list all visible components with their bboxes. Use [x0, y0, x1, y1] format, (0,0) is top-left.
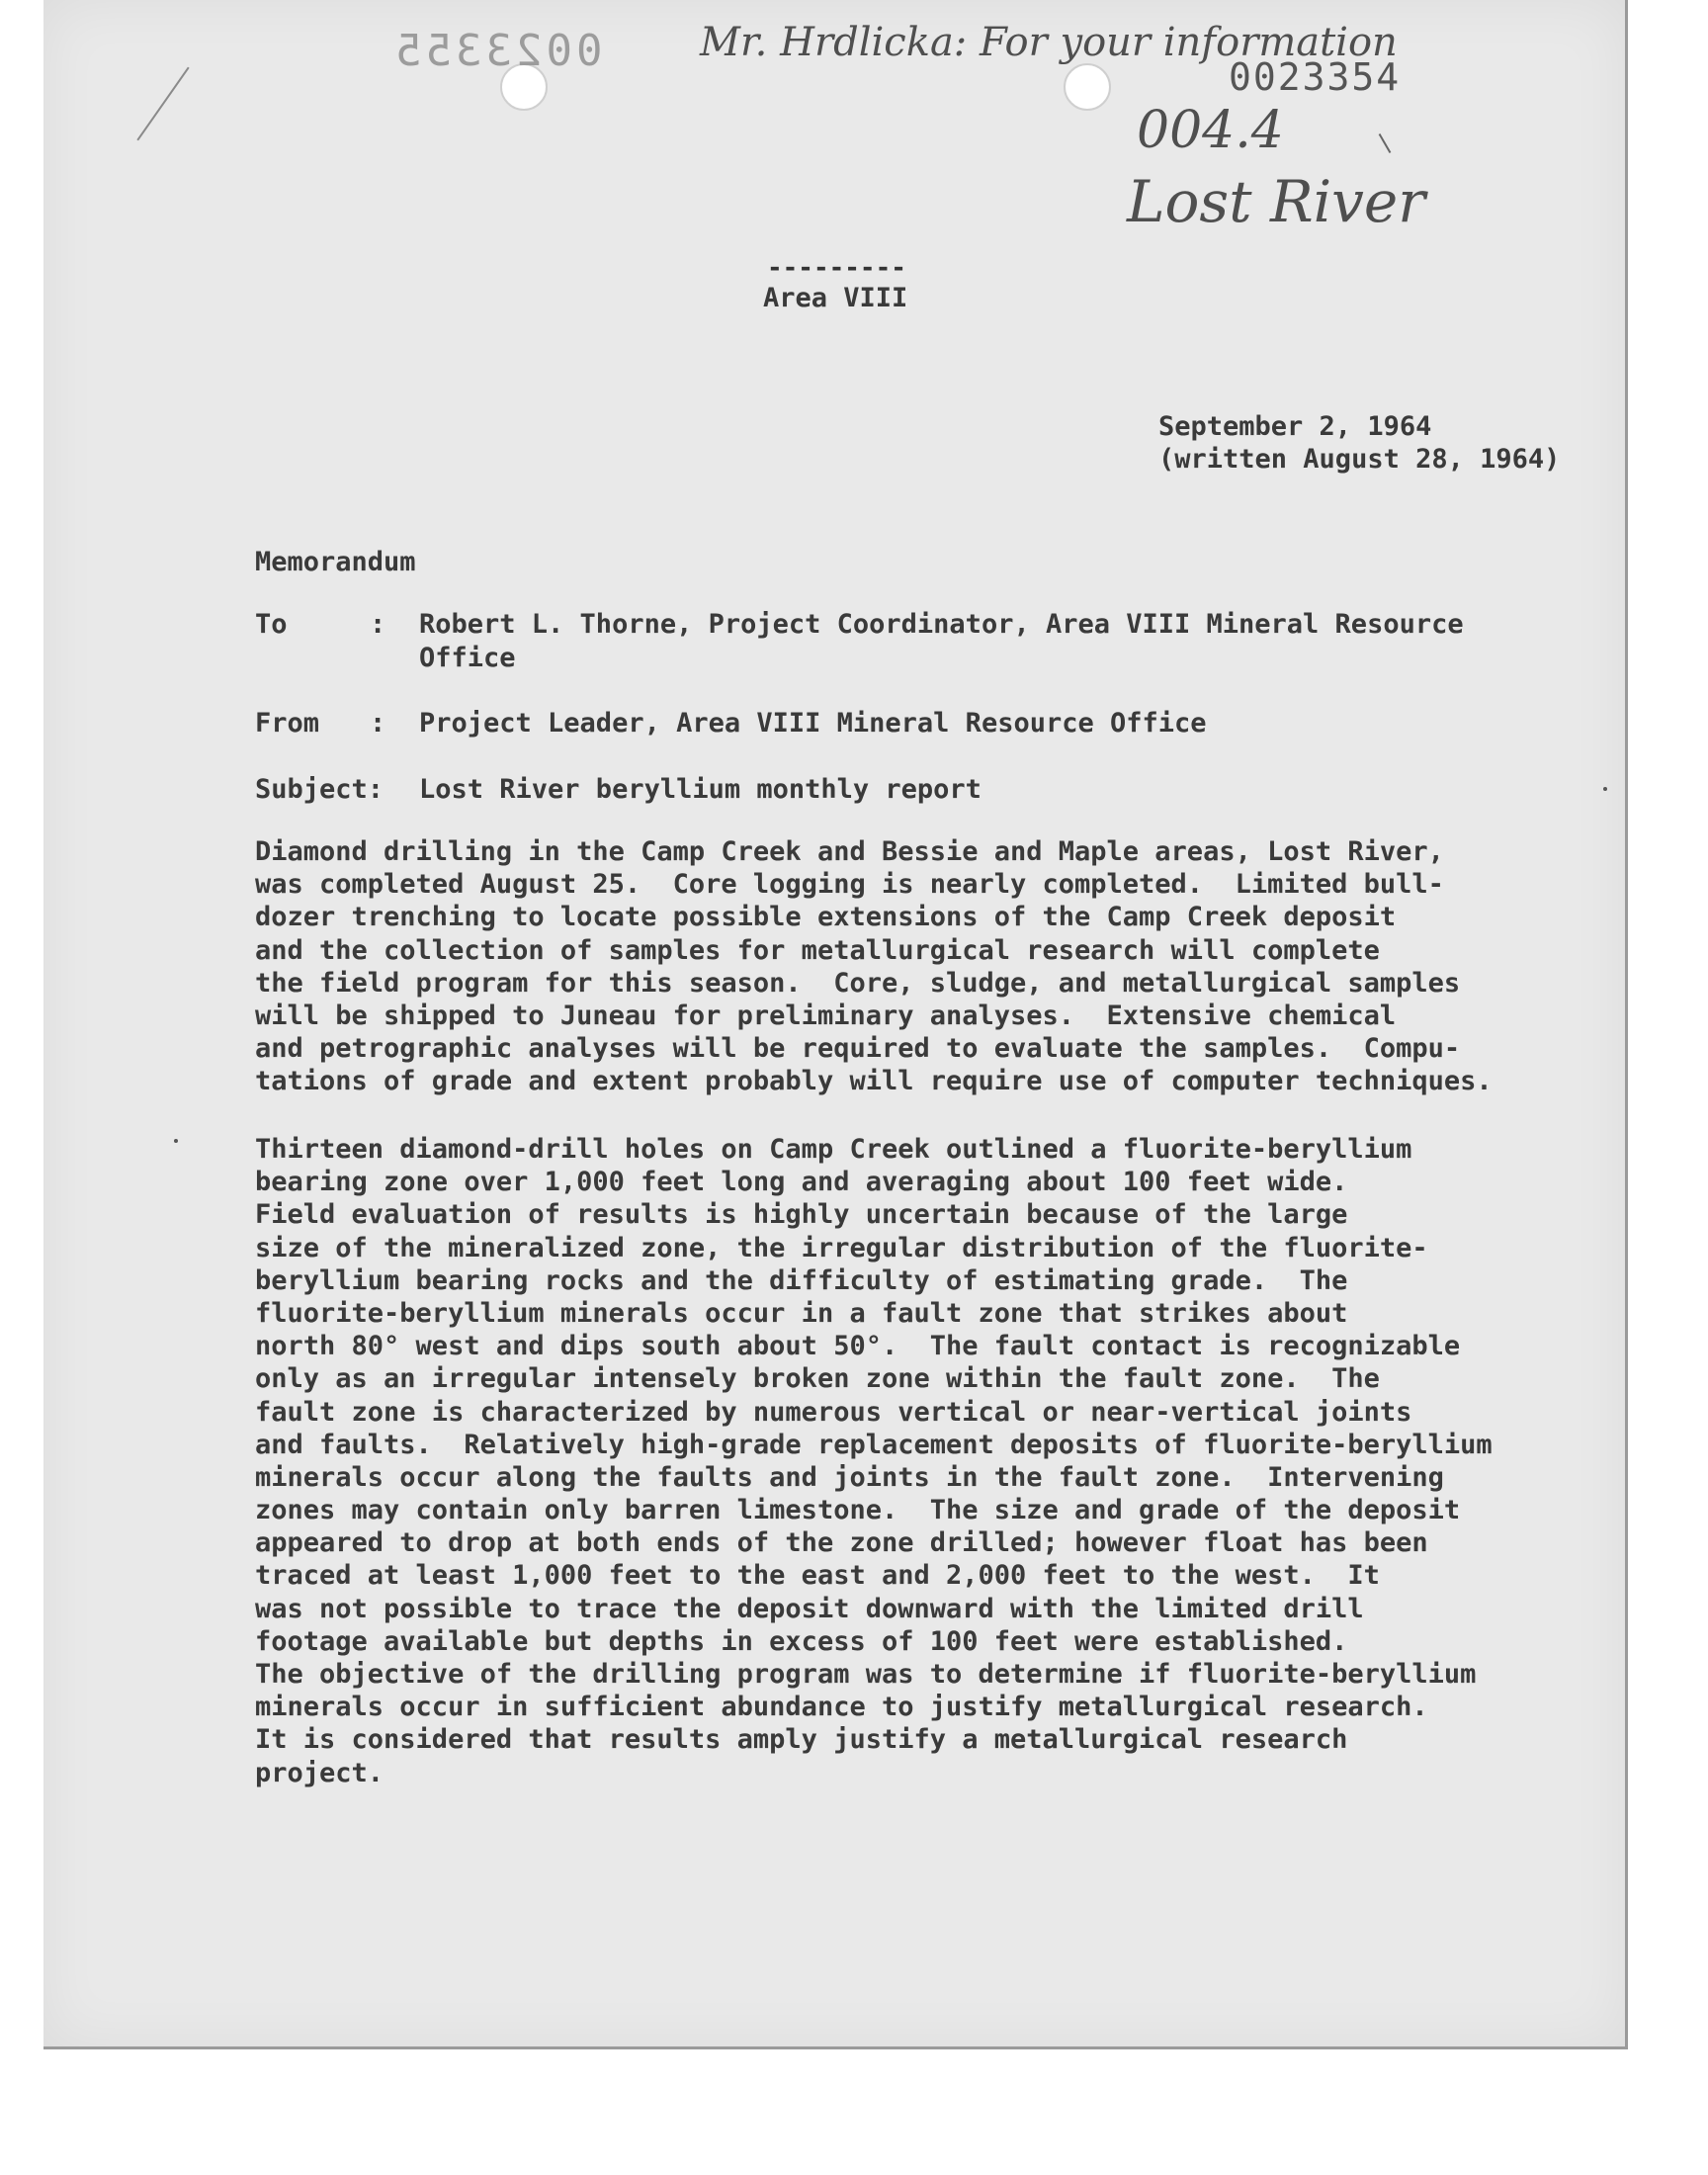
paragraph-line: north 80° west and dips south about 50°. The fault contact is recognizable	[255, 1331, 1461, 1362]
paragraph-line: minerals occur in sufficient abundance to justify metallurgical research.	[255, 1692, 1428, 1723]
paragraph-line: zones may contain only barren limestone. The size and grade of the deposit	[255, 1495, 1461, 1526]
to-value: Robert L. Thorne, Project Coordinator, Area VIII Mineral Resource	[419, 609, 1464, 640]
from-label: From	[255, 708, 320, 739]
paragraph-line: was not possible to trace the deposit downward with the limited drill	[255, 1593, 1364, 1624]
handwritten-note: Mr. Hrdlicka: For your information	[700, 20, 1398, 65]
from-value: Project Leader, Area VIII Mineral Resource Office	[419, 708, 1207, 739]
scan-speck	[174, 1139, 178, 1143]
paragraph-1	[255, 835, 1493, 1098]
memo-heading: Memorandum	[255, 547, 416, 577]
header-rule: ---------	[767, 253, 906, 283]
paragraph-line: size of the mineralized zone, the irregular distribution of the fluorite-	[255, 1232, 1428, 1263]
paragraph-line: Thirteen diamond-drill holes on Camp Creek outlined a fluorite-beryllium	[255, 1134, 1412, 1165]
paragraph-line: appeared to drop at both ends of the zone drilled; however float has been	[255, 1527, 1428, 1559]
paragraph-line: and the collection of samples for metallurgical research will complete	[255, 934, 1380, 966]
paragraph-line: bearing zone over 1,000 feet long and averaging about 100 feet wide.	[255, 1167, 1348, 1198]
written-date-line: (written August 28, 1964)	[1158, 444, 1561, 475]
paragraph-line: dozer trenching to locate possible extensions of the Camp Creek deposit	[255, 902, 1397, 933]
paragraph-line: and faults. Relatively high-grade replacement deposits of fluorite-beryllium	[255, 1429, 1493, 1460]
paragraph-line: minerals occur along the faults and joints in the fault zone. Intervening	[255, 1461, 1444, 1493]
paragraph-line: Diamond drilling in the Camp Creek and Bessie and Maple areas, Lost River,	[255, 836, 1444, 867]
subject-label: Subject:	[255, 774, 384, 805]
paragraph-line: Field evaluation of results is highly uncertain because of the large	[255, 1199, 1348, 1231]
paragraph-line: It is considered that results amply justify a metallurgical research	[255, 1724, 1348, 1756]
paragraph-line: fault zone is characterized by numerous vertical or near-vertical joints	[255, 1396, 1412, 1428]
to-label: To	[255, 609, 288, 640]
subject-value: Lost River beryllium monthly report	[419, 774, 982, 805]
header-title: Area VIII	[763, 283, 908, 313]
paragraph-line: will be shipped to Juneau for preliminary analyses. Extensive chemical	[255, 1000, 1397, 1031]
scan-scratch	[136, 67, 189, 141]
stamp-number: 0023354	[1229, 55, 1402, 99]
handwritten-location: Lost River	[1127, 168, 1425, 235]
paragraph-line: tations of grade and extent probably will require use of computer techniques.	[255, 1066, 1493, 1097]
mirrored-stamp: 0023355	[391, 26, 603, 76]
paragraph-line: the field program for this season. Core, sludge, and metallurgical samples	[255, 967, 1461, 999]
paragraph-line: traced at least 1,000 feet to the east and 2,000 feet to the west. It	[255, 1560, 1380, 1592]
scan-speck	[1603, 787, 1607, 791]
date-line: September 2, 1964	[1158, 411, 1432, 442]
paragraph-line: footage available but depths in excess of 100 feet were established.	[255, 1625, 1348, 1657]
paragraph-line: only as an irregular intensely broken zone within the fault zone. The	[255, 1363, 1380, 1395]
paragraph-line: beryllium bearing rocks and the difficulty of estimating grade. The	[255, 1264, 1348, 1296]
paragraph-2	[255, 1133, 1493, 1789]
to-value-cont: Office	[419, 643, 516, 673]
punch-hole-right	[1064, 63, 1111, 111]
paragraph-line: fluorite-beryllium minerals occur in a fault zone that strikes about	[255, 1297, 1348, 1329]
paragraph-line: was completed August 25. Core logging is nearly completed. Limited bull-	[255, 869, 1444, 901]
paragraph-line: project.	[255, 1757, 384, 1788]
to-colon: :	[370, 609, 386, 640]
from-colon: :	[370, 708, 386, 739]
paragraph-line: The objective of the drilling program was to determine if fluorite-beryllium	[255, 1659, 1477, 1690]
handwritten-file-code: 004.4	[1137, 101, 1284, 160]
paragraph-line: and petrographic analyses will be required to evaluate the samples. Compu-	[255, 1033, 1461, 1065]
